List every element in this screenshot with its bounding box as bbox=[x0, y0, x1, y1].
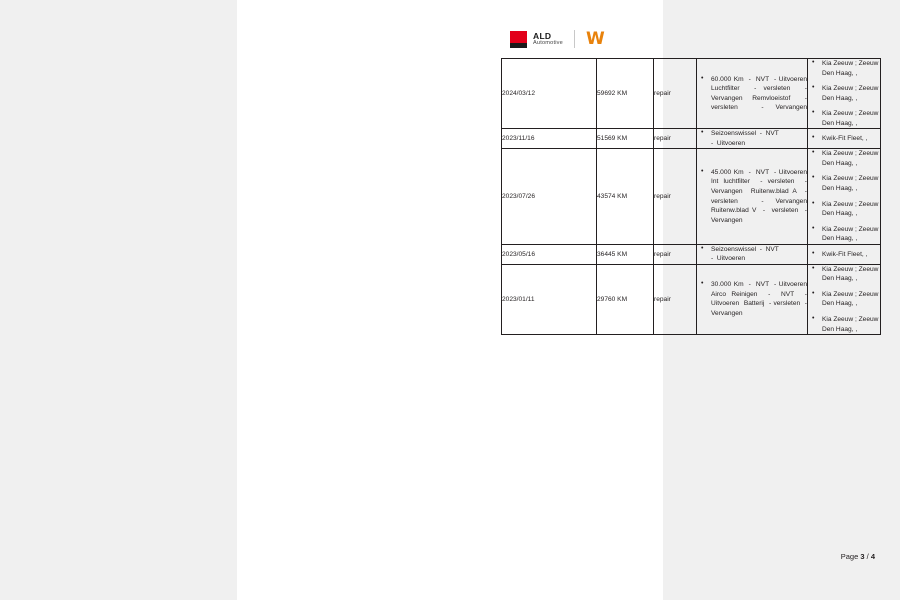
cell-type: repair bbox=[654, 59, 697, 129]
list-item: • 30.000 Km - NVT - Uitvoeren Airco Reinigen - NVT - Uitvoeren Batterij - versleten - Vervangen bbox=[697, 280, 807, 318]
garage-list bbox=[808, 250, 880, 260]
ald-wordmark bbox=[533, 32, 563, 47]
table-row bbox=[502, 129, 881, 149]
work-list bbox=[697, 280, 811, 318]
cell-mileage: 29760 KM bbox=[597, 264, 654, 334]
cell-work bbox=[697, 59, 811, 129]
cell-date: 2024/03/12 bbox=[502, 59, 597, 129]
table-body bbox=[502, 59, 881, 335]
cell-date: 2023/07/26 bbox=[502, 149, 597, 244]
list-item: • Kia Zeeuw ; Zeeuw Den Haag, , bbox=[808, 265, 880, 284]
cell-type: repair bbox=[654, 149, 697, 244]
list-item: • Kia Zeeuw ; Zeeuw Den Haag, , bbox=[808, 200, 880, 219]
cell-date: 2023/11/16 bbox=[502, 129, 597, 149]
cell-work bbox=[697, 149, 811, 244]
list-item: • Kia Zeeuw ; Zeeuw Den Haag, , bbox=[808, 174, 880, 193]
paper-sheet bbox=[237, 0, 881, 600]
cell-garage bbox=[808, 59, 881, 129]
list-item: • Kia Zeeuw ; Zeeuw Den Haag, , bbox=[808, 149, 880, 168]
list-item: • Kia Zeeuw ; Zeeuw Den Haag, , bbox=[808, 315, 880, 334]
cell-mileage: 36445 KM bbox=[597, 244, 654, 264]
list-item: • 45.000 Km - NVT - Uitvoeren Int luchtfilter - versleten - Vervangen Ruitenw.blad A - versleten - Vervangen Ruitenw.blad V - versleten - Vervangen bbox=[697, 168, 807, 225]
work-list bbox=[697, 168, 811, 225]
cell-type: repair bbox=[654, 129, 697, 149]
maintenance-history-table bbox=[501, 58, 881, 335]
garage-list bbox=[808, 265, 880, 334]
cell-type: repair bbox=[654, 264, 697, 334]
table-row bbox=[502, 264, 881, 334]
list-item: • Kia Zeeuw ; Zeeuw Den Haag, , bbox=[808, 225, 880, 244]
partner-logo-icon: W bbox=[585, 28, 604, 49]
footer-label: Page bbox=[840, 552, 859, 561]
ald-logo-icon bbox=[510, 31, 527, 48]
work-list bbox=[697, 75, 811, 113]
garage-list bbox=[808, 149, 880, 243]
ald-subtitle: Automotive bbox=[533, 39, 563, 46]
table-row bbox=[502, 59, 881, 129]
cell-date: 2023/01/11 bbox=[502, 264, 597, 334]
cell-date: 2023/05/16 bbox=[502, 244, 597, 264]
table-row bbox=[502, 244, 881, 264]
cell-mileage: 59692 KM bbox=[597, 59, 654, 129]
list-item: • Seizoenswissel - NVT - Uitvoeren bbox=[697, 129, 807, 148]
list-item: • Kia Zeeuw ; Zeeuw Den Haag, , bbox=[808, 84, 880, 103]
table-row bbox=[502, 149, 881, 244]
list-item: • Kia Zeeuw ; Zeeuw Den Haag, , bbox=[808, 109, 880, 128]
list-item: • Kia Zeeuw ; Zeeuw Den Haag, , bbox=[808, 59, 880, 78]
footer-separator: / bbox=[866, 552, 869, 561]
brand-header bbox=[510, 30, 604, 48]
work-list bbox=[697, 245, 819, 264]
garage-list bbox=[808, 134, 880, 144]
footer-total-pages: 4 bbox=[870, 552, 875, 561]
cell-type: repair bbox=[654, 244, 697, 264]
list-item: • Seizoenswissel - NVT - Uitvoeren bbox=[697, 245, 807, 264]
cell-garage bbox=[808, 264, 881, 334]
cell-garage bbox=[808, 149, 881, 244]
work-list bbox=[697, 129, 819, 148]
footer-current-page: 3 bbox=[860, 552, 865, 561]
ald-title: ALD bbox=[533, 30, 552, 41]
list-item: • Kwik-Fit Fleet, , bbox=[808, 134, 880, 144]
garage-list bbox=[808, 59, 880, 128]
list-item: • Kwik-Fit Fleet, , bbox=[808, 250, 880, 260]
page-footer bbox=[501, 552, 875, 561]
list-item: • Kia Zeeuw ; Zeeuw Den Haag, , bbox=[808, 290, 880, 309]
list-item: • 60.000 Km - NVT - Uitvoeren Luchtfilter - versleten - Vervangen Remvloeistof - versleten - Vervangen bbox=[697, 75, 807, 113]
cell-mileage: 43574 KM bbox=[597, 149, 654, 244]
cell-work bbox=[697, 264, 811, 334]
header-divider bbox=[574, 30, 575, 48]
cell-mileage: 51569 KM bbox=[597, 129, 654, 149]
cell-work bbox=[697, 129, 819, 149]
cell-work bbox=[697, 244, 819, 264]
